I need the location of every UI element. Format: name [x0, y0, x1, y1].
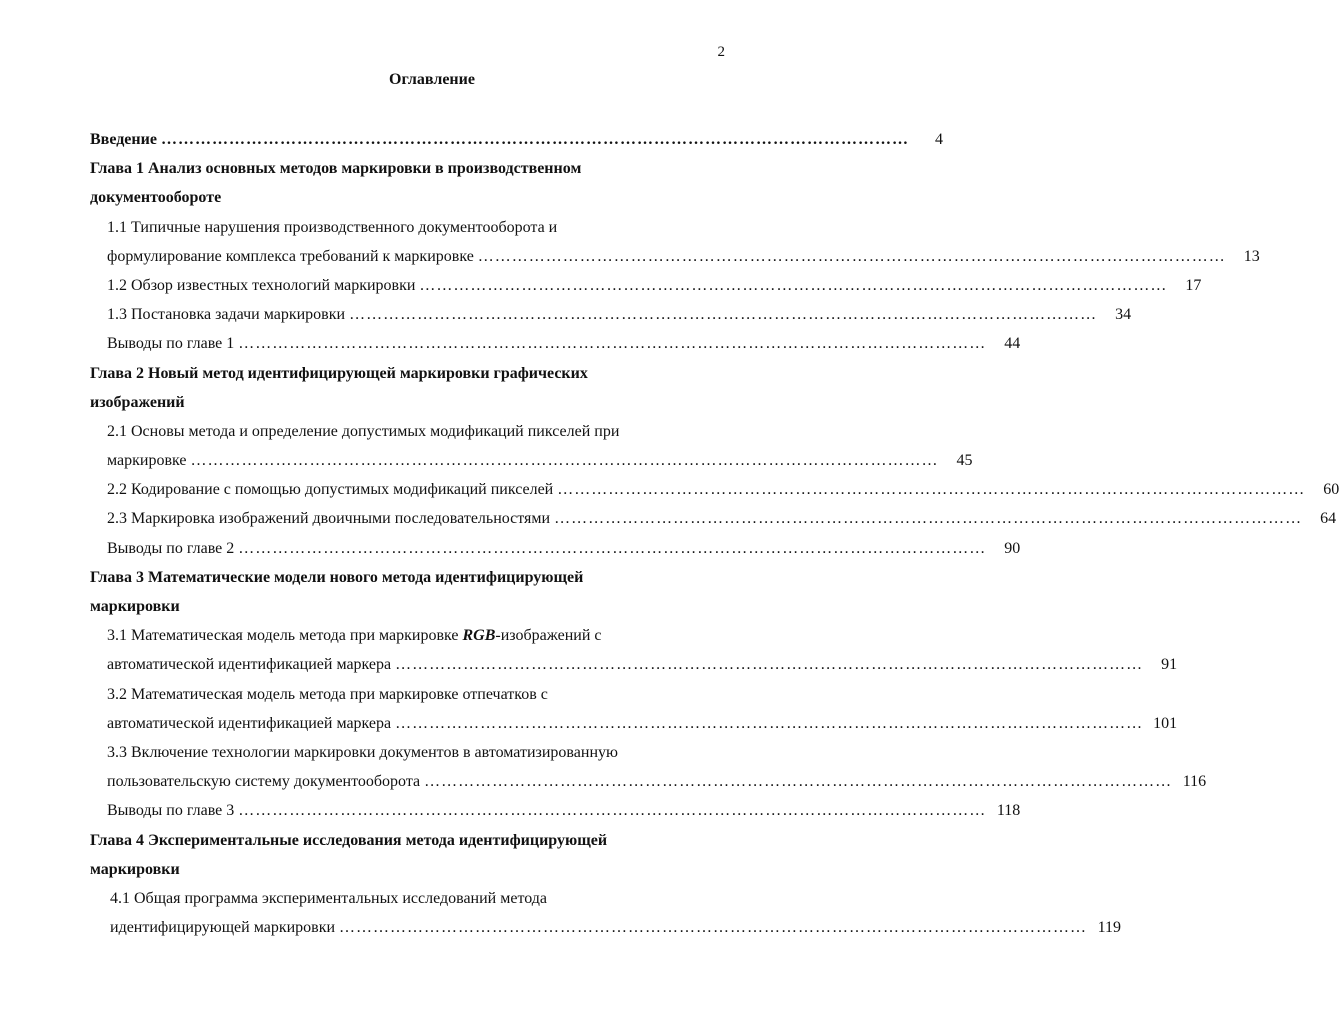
page-number: 2	[717, 44, 725, 60]
toc-entry-text: 3.2 Математическая модель метода при маркировке отпечатков с	[107, 685, 548, 703]
toc-entry-text: изображений	[90, 393, 185, 411]
toc-chapter-2-heading[interactable]	[90, 359, 720, 388]
toc-entry-text: 4.1 Общая программа экспериментальных исследований метода	[110, 889, 548, 907]
toc-chapter-4-heading-cont[interactable]	[90, 855, 720, 884]
toc-chapter-4-heading[interactable]	[90, 826, 720, 855]
toc-page-number: 90	[1004, 539, 1021, 557]
dot-leader: ……………………………………………………………………………………………………………………	[190, 452, 939, 470]
toc-section-1-2[interactable]	[90, 271, 1202, 300]
toc-section-1-1-cont[interactable]	[90, 242, 1260, 271]
toc-entry-text: автоматической идентификацией маркера	[107, 714, 392, 732]
toc-entry-text: Глава 3 Математические модели нового метода идентифицирующей	[90, 568, 584, 586]
dot-leader: ……………………………………………………………………………………………………………………	[349, 306, 1098, 324]
dot-leader: ……………………………………………………………………………………………………………………	[238, 539, 987, 557]
toc-entry-text: 2.2 Кодирование с помощью допустимых модификаций пикселей	[107, 481, 554, 499]
toc-entry-text: Выводы по главе 2	[107, 539, 235, 557]
toc-chapter-3-heading-cont[interactable]	[90, 592, 720, 621]
dot-leader: ……………………………………………………………………………………………………………………	[395, 714, 1144, 732]
toc-section-2-2[interactable]	[90, 475, 1339, 504]
toc-entry-text: 2.1 Основы метода и определение допустимых модификаций пикселей при	[107, 422, 620, 440]
toc-section-3-2-cont[interactable]	[90, 709, 1178, 738]
toc-section-1-3[interactable]	[90, 300, 1132, 329]
toc-chapter-1-heading-cont[interactable]	[90, 183, 720, 212]
toc-entry-text: 1.2 Обзор известных технологий маркировки	[107, 276, 416, 294]
toc-entry-text-before: 3.1 Математическая модель метода при маркировке	[107, 627, 463, 645]
toc-section-2-1[interactable]	[90, 417, 720, 446]
toc-entry-text: автоматической идентификацией маркера	[107, 656, 392, 674]
table-of-contents	[90, 125, 1339, 942]
toc-section-4-1[interactable]	[90, 884, 720, 913]
dot-leader: ……………………………………………………………………………………………………………………	[395, 656, 1144, 674]
toc-section-2-1-cont[interactable]	[90, 446, 973, 475]
page-title: Оглавление	[389, 71, 475, 88]
toc-page-number: 116	[1182, 773, 1207, 791]
toc-conclusions-3[interactable]	[90, 796, 1021, 825]
toc-page-number: 119	[1097, 919, 1122, 937]
toc-chapter-1-heading[interactable]	[90, 154, 720, 183]
toc-page-number: 60	[1323, 481, 1339, 499]
toc-page-number: 34	[1115, 306, 1132, 324]
toc-entry-text: 3.3 Включение технологии маркировки документов в автоматизированную	[107, 743, 618, 761]
toc-page-number: 13	[1243, 247, 1260, 265]
toc-entry-text: Глава 1 Анализ основных методов маркировки в производственном	[90, 160, 582, 178]
toc-page-number: 44	[1004, 335, 1021, 353]
dot-leader: ……………………………………………………………………………………………………………………	[419, 276, 1168, 294]
toc-page-number: 64	[1320, 510, 1337, 528]
toc-entry-text: Глава 4 Экспериментальные исследования метода идентифицирующей	[90, 831, 608, 849]
toc-entry-text: пользовательскую систему документооборота	[107, 773, 421, 791]
toc-entry-text: Введение	[90, 131, 157, 148]
dot-leader: ……………………………………………………………………………………………………………………	[557, 481, 1306, 499]
dot-leader: ……………………………………………………………………………………………………………………	[238, 335, 987, 353]
toc-entry-text: 1.1 Типичные нарушения производственного документооборота и	[107, 218, 558, 236]
toc-entry-text-emphasis: RGB	[462, 627, 496, 645]
toc-section-3-2[interactable]	[90, 680, 720, 709]
toc-entry-text: Глава 2 Новый метод идентифицирующей маркировки графических	[90, 364, 588, 382]
toc-entry-introduction[interactable]	[90, 125, 943, 154]
toc-section-2-3[interactable]	[90, 504, 1337, 533]
toc-page-number: 118	[996, 802, 1021, 820]
toc-section-1-1[interactable]	[90, 213, 720, 242]
toc-section-4-1-cont[interactable]	[90, 913, 1122, 942]
toc-entry-text: маркировке	[107, 452, 187, 470]
toc-section-3-3-cont[interactable]	[90, 767, 1207, 796]
toc-entry-text: Выводы по главе 1	[107, 335, 235, 353]
toc-entry-text: Выводы по главе 3	[107, 802, 235, 820]
toc-entry-text: 2.3 Маркировка изображений двоичными последовательностями	[107, 510, 551, 528]
toc-page-number: 4	[934, 131, 943, 148]
toc-entry-text: идентифицирующей маркировки	[110, 919, 336, 937]
toc-chapter-3-heading[interactable]	[90, 563, 720, 592]
toc-conclusions-2[interactable]	[90, 534, 1021, 563]
toc-page-number: 17	[1185, 276, 1202, 294]
toc-entry-text: маркировки	[90, 860, 180, 878]
dot-leader: ……………………………………………………………………………………………………………………	[424, 773, 1173, 791]
dot-leader: ……………………………………………………………………………………………………………………	[339, 919, 1088, 937]
toc-page-number: 91	[1161, 656, 1178, 674]
dot-leader: ……………………………………………………………………………………………………………………	[160, 131, 909, 148]
dot-leader: ……………………………………………………………………………………………………………………	[477, 247, 1226, 265]
toc-section-3-1[interactable]	[90, 621, 720, 650]
toc-conclusions-1[interactable]	[90, 329, 1021, 358]
toc-entry-text: маркировки	[90, 598, 180, 615]
toc-chapter-2-heading-cont[interactable]	[90, 388, 720, 417]
dot-leader: ……………………………………………………………………………………………………………………	[238, 802, 987, 820]
toc-entry-text: формулирование комплекса требований к маркировке	[107, 247, 474, 265]
toc-section-3-1-cont[interactable]	[90, 650, 1178, 679]
toc-page-number: 101	[1153, 714, 1178, 732]
toc-entry-text: документообороте	[90, 189, 222, 207]
toc-page-number: 45	[956, 452, 973, 470]
toc-entry-text-after: -изображений с	[495, 627, 602, 645]
toc-entry-text: 1.3 Постановка задачи маркировки	[107, 306, 346, 324]
dot-leader: ……………………………………………………………………………………………………………………	[554, 510, 1303, 528]
toc-section-3-3[interactable]	[90, 738, 720, 767]
